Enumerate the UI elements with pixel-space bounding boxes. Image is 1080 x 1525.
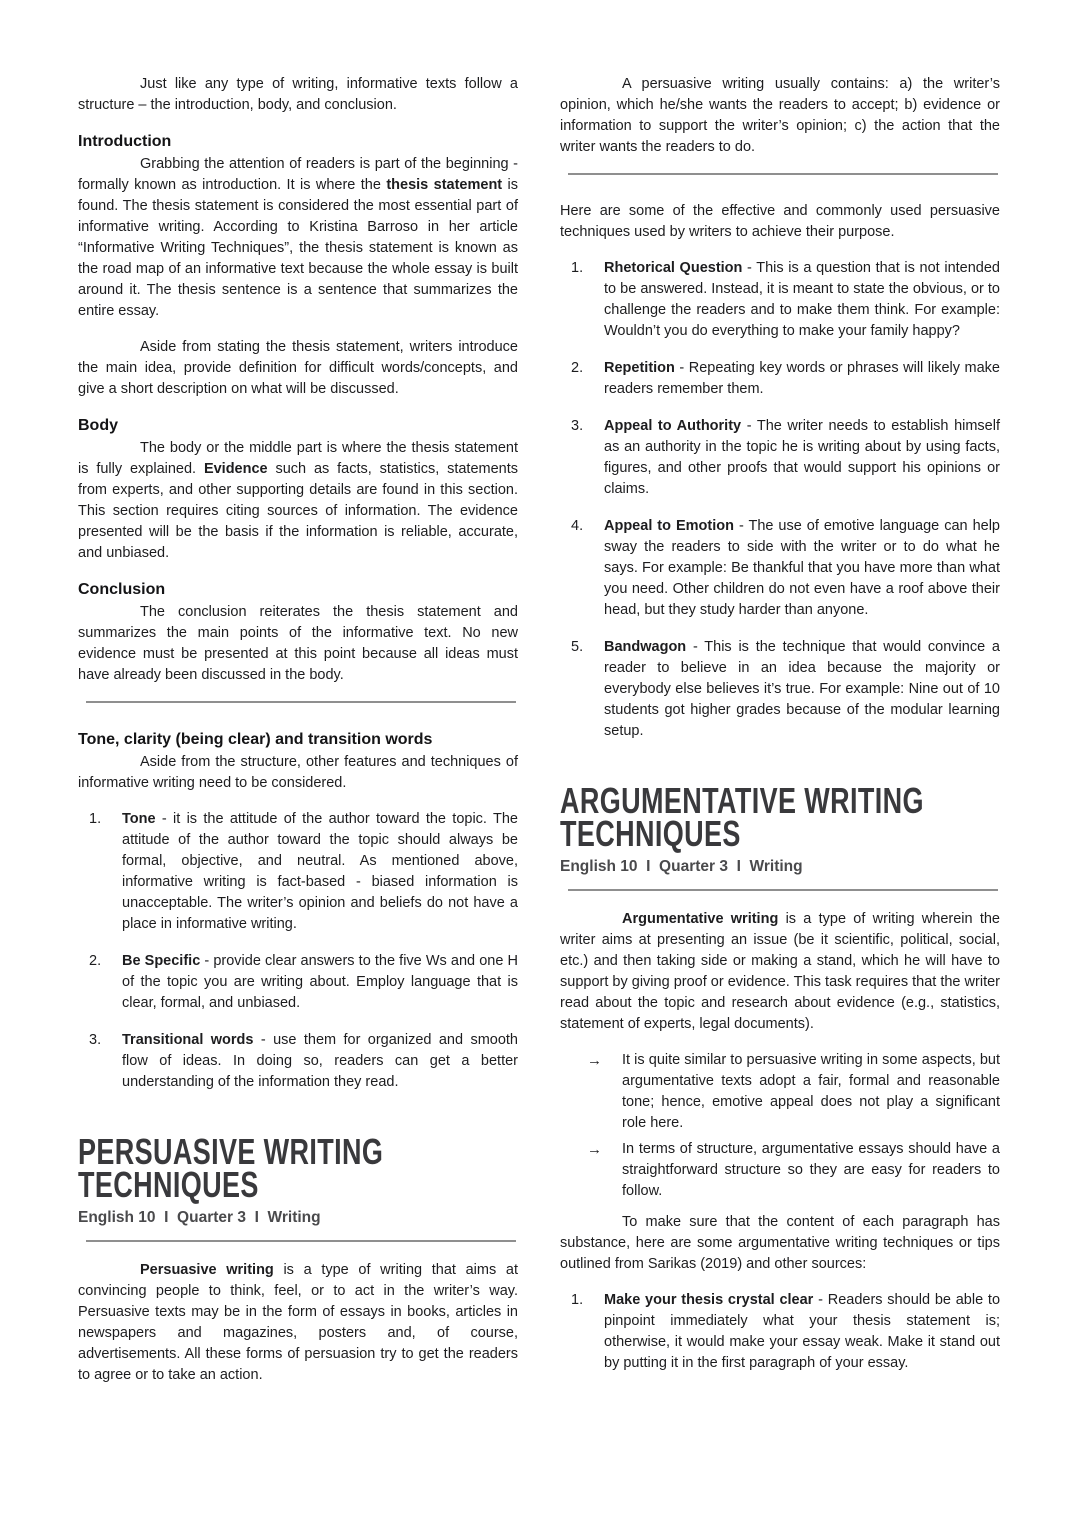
- section-title-block: [78, 1131, 518, 1242]
- text-run: such as facts, statistics, statements from experts, and other supporting details are found in this section. This section requires citing sources of information. The evidence presented will be the basis if the information is reliable, accurate, and unbiased.: [78, 461, 519, 561]
- big-heading: [560, 780, 924, 854]
- big-heading-line: PERSUASIVE WRITING: [78, 1131, 384, 1172]
- paragraph: [78, 74, 518, 116]
- item-number: 5.: [571, 639, 584, 655]
- text-run: To make sure that the content of each paragraph has substance, here are some argumentative writing techniques or tips outlined from Sarikas (2019) and other sources:: [560, 1214, 1000, 1272]
- text-run-bold: Make your thesis crystal clear: [604, 1292, 814, 1308]
- text-run-bold: Rhetorical Question: [604, 260, 743, 276]
- section-heading: Tone, clarity (being clear) and transition words: [78, 731, 433, 748]
- big-heading-line: TECHNIQUES: [560, 813, 741, 854]
- text-run-bold: Tone: [122, 811, 156, 827]
- text-run: - This is a question that is not intended to be answered. Instead, it is meant to state the obvious, or to challenge the readers and to make them think. For example: Wouldn’t you do everything to make your family happy?: [604, 260, 1000, 339]
- item-number: 3.: [89, 1032, 102, 1048]
- paragraph: [560, 1212, 1000, 1275]
- text-run-bold: Be Specific: [122, 953, 201, 969]
- item-text: [122, 951, 518, 1014]
- text-run: The conclusion reiterates the thesis statement and summarizes the main points of the informative text. No new evidence must be presented at this point because all ideas must have already been discussed in the body.: [78, 604, 518, 683]
- divider-rule: [86, 1240, 516, 1242]
- text-run-bold: Evidence: [203, 461, 268, 477]
- text-run-bold: thesis statement: [386, 177, 503, 193]
- item-text: [604, 258, 1000, 342]
- item-number: 2.: [89, 953, 102, 969]
- paragraph: [560, 74, 1000, 158]
- paragraph: [78, 1260, 518, 1386]
- list-item: [560, 637, 1000, 742]
- section-heading: Introduction: [78, 133, 172, 150]
- item-number: 1.: [571, 260, 584, 276]
- numbered-list: [560, 1290, 1000, 1374]
- text-run: A persuasive writing usually contains: a) the writer’s opinion, which he/she wants the readers to accept; b) evidence or information to support the writer’s opinion; c) the action that the writer wants the readers to do.: [560, 76, 1000, 155]
- item-text: [604, 637, 1000, 742]
- text-run: Aside from the structure, other features and techniques of informative writing need to be considered.: [78, 754, 518, 791]
- list-item: [560, 416, 1000, 500]
- text-run: - This is the technique that would convince a reader to believe in an idea because the majority or everybody else believes it’s true. For example: Nine out of 10 students got higher grades because of the modular learning setup.: [604, 639, 1000, 739]
- big-heading-line: ARGUMENTATIVE WRITING: [560, 780, 924, 821]
- text-run-bold: Appeal to Authority: [604, 418, 742, 434]
- item-text: [604, 1290, 1000, 1374]
- item-text: [122, 1030, 518, 1093]
- section-heading: Conclusion: [78, 581, 166, 598]
- text-run: Here are some of the effective and commonly used persuasive techniques used by writers to achieve their purpose.: [560, 203, 1000, 240]
- list-item: [560, 1050, 1000, 1134]
- numbered-list: [560, 258, 1000, 742]
- text-run: is a type of writing that aims at convincing people to think, feel, or to act in the writer’s way. Persuasive texts may be in the form of essays in books, articles in newspapers and magazines, posters and, of course, advertisements. All these forms of persuasion try to get the readers to agree or to take an action.: [78, 1262, 518, 1383]
- list-item: [560, 258, 1000, 342]
- item-text: [604, 516, 1000, 621]
- right-column: [560, 74, 1000, 1401]
- text-run: Aside from stating the thesis statement, writers introduce the main idea, provide definition for difficult words/concepts, and give a short description on what will be discussed.: [78, 339, 518, 397]
- item-number: 1.: [89, 811, 102, 827]
- list-item: [560, 358, 1000, 400]
- item-number: 4.: [571, 518, 584, 534]
- item-text: [622, 1139, 1000, 1202]
- divider-rule: [86, 701, 516, 703]
- divider-rule: [568, 889, 998, 891]
- item-number: 3.: [571, 418, 584, 434]
- numbered-list: [78, 809, 518, 1093]
- text-run-bold: Appeal to Emotion: [604, 518, 734, 534]
- paragraph: [560, 909, 1000, 1035]
- text-run: - The use of emotive language can help sway the readers to side with the writer or to do what he says. For example: Be thankful that you have more than what you need. Other children do not even have a roof above their head, but they study harder than anyone.: [604, 518, 1000, 618]
- paragraph: [78, 154, 518, 322]
- text-run: is found. The thesis statement is considered the most essential part of informative writing. According to Kristina Barroso in her article “Informative Writing Techniques”, the thesis statement is known as the road map of an informative text because the whole essay is built around it. The thesis sentence is a sentence that summarizes the entire essay.: [78, 177, 518, 319]
- arrow-bullet-icon: →: [587, 1052, 602, 1069]
- text-run: Just like any type of writing, informative texts follow a structure – the introduction, body, and conclusion.: [78, 76, 518, 113]
- item-text: [604, 416, 1000, 500]
- paragraph: [560, 201, 1000, 243]
- text-run: - Readers should be able to pinpoint immediately what your thesis statement is; otherwise, it would make your essay weak. Make it stand out by putting it in the first paragraph of your essay.: [604, 1292, 1001, 1371]
- big-heading: [78, 1131, 408, 1205]
- paragraph: [78, 752, 518, 794]
- text-run-bold: Transitional words: [122, 1032, 254, 1048]
- section-title-block: [560, 780, 1000, 891]
- item-number: 2.: [571, 360, 584, 376]
- item-text: [622, 1050, 1000, 1134]
- paragraph: [78, 337, 518, 400]
- text-run-bold: Repetition: [604, 360, 675, 376]
- list-item: [560, 1290, 1000, 1374]
- item-text: [604, 358, 1000, 400]
- text-run: It is quite similar to persuasive writing in some aspects, but argumentative texts adopt a fair, formal and reasonable tone; hence, emotive appeal does not play a significant role here.: [622, 1052, 1000, 1131]
- text-run: - Repeating key words or phrases will likely make readers remember them.: [604, 360, 1000, 397]
- paragraph: [78, 602, 518, 686]
- text-run: - it is the attitude of the author toward the topic. The attitude of the author toward the topic should always be formal, objective, and neutral. As mentioned above, informative writing is fact-based - biased information is unacceptable. The writer’s opinion and beliefs do not have a place in informative writing.: [122, 811, 518, 932]
- course-subheading: English 10 I Quarter 3 I Writing: [78, 1209, 321, 1226]
- list-item: [78, 951, 518, 1014]
- text-run: is a type of writing wherein the writer aims at presenting an issue (be it scientific, political, social, etc.) and then taking side or making a stand, which he will have to support by giving proof or evidence. This task requires that the writer read about the topic and research about evidence (e.g., statistics, statement of experts, legal documents).: [560, 911, 1000, 1032]
- section-heading: Body: [78, 417, 118, 434]
- list-item: [560, 1139, 1000, 1202]
- arrow-list: [560, 1050, 1000, 1202]
- text-run: In terms of structure, argumentative essays should have a straightforward structure so they are easy for readers to follow.: [622, 1141, 1000, 1199]
- text-run-bold: Argumentative writing: [622, 911, 779, 927]
- text-run-bold: Bandwagon: [604, 639, 687, 655]
- divider-rule: [568, 173, 998, 175]
- list-item: [78, 809, 518, 935]
- course-subheading: English 10 I Quarter 3 I Writing: [560, 858, 803, 875]
- text-run: - The writer needs to establish himself as an authority in the topic he is writing about by using facts, figures, and other proofs that would support his opinions or claims.: [604, 418, 1000, 497]
- text-run: - use them for organized and smooth flow of ideas. In doing so, readers can get a better understanding of the information they read.: [122, 1032, 518, 1090]
- text-run: Grabbing the attention of readers is part of the beginning - formally known as introduction. It is where the: [78, 156, 518, 193]
- list-item: [78, 1030, 518, 1093]
- item-text: [122, 809, 518, 935]
- left-column: [78, 74, 518, 1401]
- big-heading-line: TECHNIQUES: [78, 1164, 259, 1205]
- item-number: 1.: [571, 1292, 584, 1308]
- arrow-bullet-icon: →: [587, 1141, 602, 1158]
- text-run-bold: Persuasive writing: [140, 1262, 274, 1278]
- text-run: The body or the middle part is where the thesis statement is fully explained.: [78, 440, 518, 477]
- two-column-layout: [78, 74, 1000, 1401]
- text-run: - provide clear answers to the five Ws and one H of the topic you are writing about. Employ language that is clear, formal, and unbiased.: [122, 953, 518, 1011]
- paragraph: [78, 438, 518, 564]
- list-item: [560, 516, 1000, 621]
